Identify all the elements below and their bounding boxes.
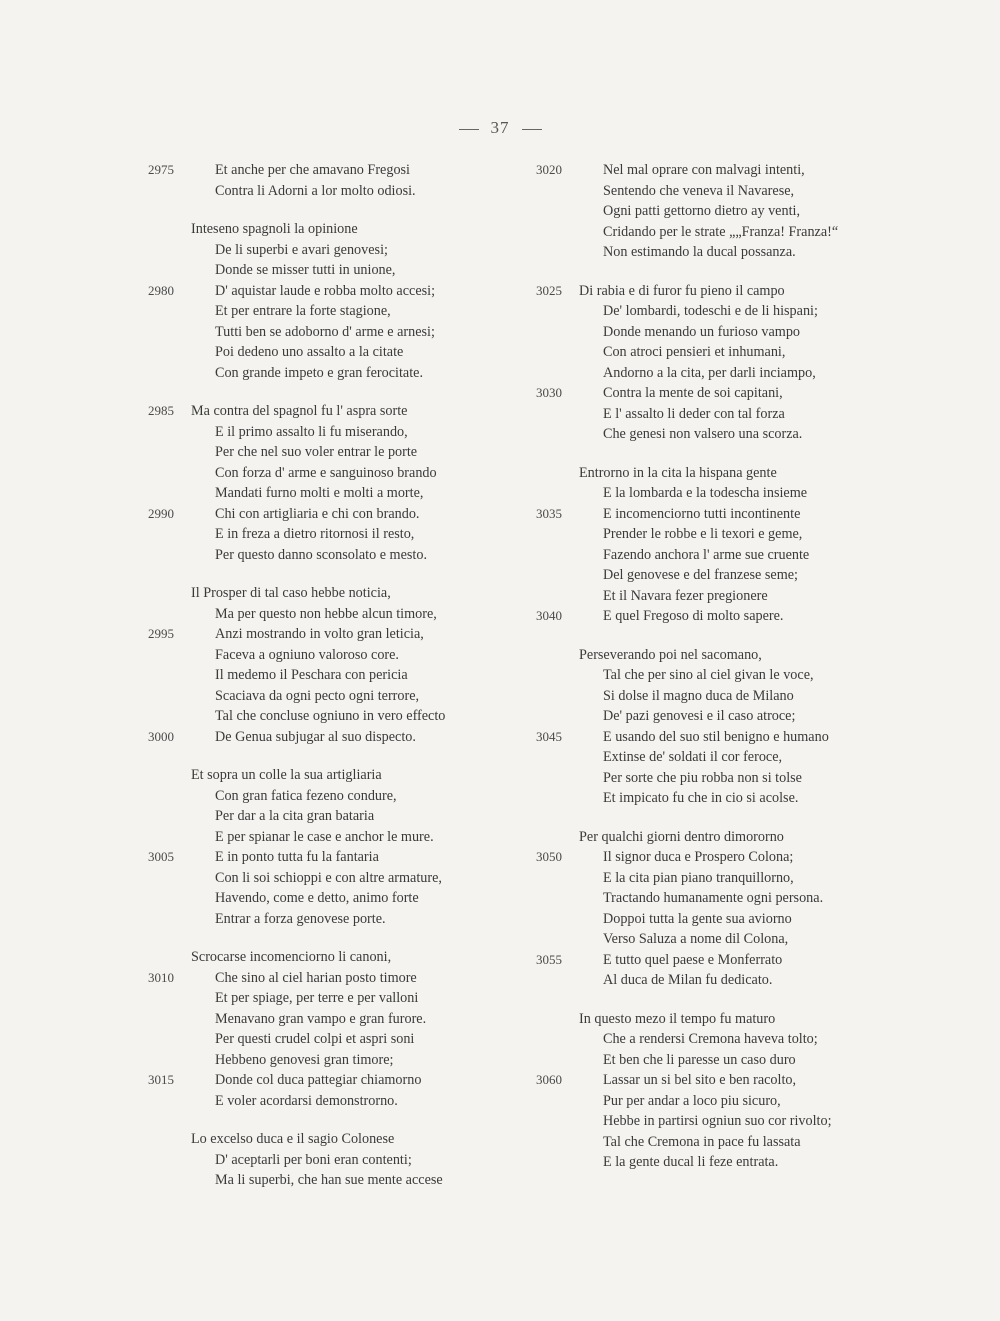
- verse-text: Il signor duca e Prospero Colona;: [603, 849, 794, 865]
- verse-line: [148, 947, 508, 968]
- verse-line: [148, 706, 508, 727]
- verse-line: [148, 727, 508, 748]
- verse-text: De' pazi genovesi e il caso atroce;: [603, 708, 796, 724]
- verse-text: Con gran fatica fezeno condure,: [215, 787, 397, 804]
- verse-line: [536, 1029, 906, 1050]
- verse-line: [148, 909, 508, 930]
- verse-text: De' lombardi, todeschi e de li hispani;: [603, 303, 818, 319]
- verse-text: E l' assalto li deder con tal forza: [603, 405, 785, 422]
- verse-line: [536, 747, 906, 768]
- verse-line: [148, 686, 508, 707]
- verse-line: [536, 201, 906, 222]
- verse-text: E quel Fregoso di molto sapere.: [603, 608, 784, 624]
- verse-text: Di rabia e di furor fu pieno il campo: [579, 282, 785, 299]
- line-number: 3010: [148, 969, 174, 985]
- verse-line: [536, 909, 906, 930]
- stanza: [148, 583, 508, 747]
- verse-text: In questo mezo il tempo fu maturo: [579, 1010, 776, 1027]
- stanza-gap: [536, 445, 906, 463]
- verse-line: [536, 322, 906, 343]
- verse-line: [536, 222, 906, 243]
- verse-line: [148, 1050, 508, 1071]
- verse-text: Donde menando un furioso vampo: [603, 323, 801, 340]
- verse-line: [536, 404, 906, 425]
- verse-text: Prender le robbe e li texori e geme,: [603, 526, 803, 542]
- verse-line: [536, 950, 906, 971]
- verse-text: Perseverando poi nel sacomano,: [579, 646, 762, 663]
- verse-line: [148, 401, 508, 422]
- verse-text: Et ben che li paresse un caso duro: [603, 1051, 796, 1068]
- verse-text: Il Prosper di tal caso hebbe noticia,: [191, 585, 391, 601]
- verse-text: Tal che Cremona in pace fu lassata: [603, 1133, 801, 1150]
- verse-line: [536, 281, 906, 302]
- stanza: [536, 827, 906, 991]
- verse-line: [148, 181, 508, 202]
- verse-text: Tal che per sino al ciel givan le voce,: [603, 667, 814, 683]
- verse-text: De li superbi e avari genovesi;: [215, 241, 388, 258]
- verse-line: [536, 888, 906, 909]
- verse-text: Il medemo il Peschara con pericia: [215, 667, 408, 683]
- verse-text: E per spianar le case e anchor le mure.: [215, 828, 434, 845]
- line-number: 3050: [536, 849, 562, 864]
- verse-line: [536, 1111, 906, 1132]
- verse-line: [536, 524, 906, 545]
- verse-text: Et sopra un colle la sua artigliaria: [191, 767, 382, 783]
- verse-text: Che genesi non valsero una scorza.: [603, 426, 803, 442]
- verse-text: Per questi crudel colpi et aspri soni: [215, 1031, 415, 1047]
- stanza: [536, 1009, 906, 1173]
- stanza: [148, 219, 508, 383]
- verse-line: [536, 727, 906, 748]
- verse-line: [148, 1070, 508, 1091]
- right-column: [536, 160, 906, 1173]
- verse-line: [536, 483, 906, 504]
- stanza: [536, 281, 906, 445]
- verse-line: [536, 1070, 906, 1091]
- verse-text: Ma per questo non hebbe alcun timore,: [215, 605, 437, 622]
- verse-text: Hebbeno genovesi gran timore;: [215, 1051, 394, 1068]
- verse-line: [536, 768, 906, 789]
- verse-text: Per dar a la cita gran bataria: [215, 808, 375, 824]
- verse-line: [148, 160, 508, 181]
- verse-line: [536, 606, 906, 627]
- verse-text: Ma contra del spagnol fu l' aspra sorte: [191, 403, 408, 419]
- verse-line: [148, 988, 508, 1009]
- verse-line: [536, 463, 906, 484]
- stanza: [148, 947, 508, 1111]
- verse-text: E tutto quel paese e Monferrato: [603, 951, 783, 968]
- line-number: 3030: [536, 385, 562, 400]
- verse-text: Hebbe in partirsi ogniun suo cor rivolto;: [603, 1113, 832, 1129]
- verse-text: Che sino al ciel harian posto timore: [215, 969, 417, 986]
- verse-line: [536, 645, 906, 666]
- verse-text: Per qualchi giorni dentro dimororno: [579, 828, 784, 845]
- verse-line: [536, 504, 906, 525]
- verse-line: [536, 827, 906, 848]
- verse-line: [148, 968, 508, 989]
- verse-line: [536, 342, 906, 363]
- verse-line: [148, 483, 508, 504]
- verse-line: [536, 686, 906, 707]
- verse-line: [148, 463, 508, 484]
- verse-line: [148, 322, 508, 343]
- verse-text: Donde col duca pattegiar chiamorno: [215, 1072, 422, 1088]
- verse-text: E il primo assalto li fu miserando,: [215, 423, 408, 440]
- verse-text: Non estimando la ducal possanza.: [603, 244, 796, 260]
- verse-text: Contra li Adorni a lor molto odiosi.: [215, 182, 416, 199]
- verse-text: Scrocarse incomenciorno li canoni,: [191, 949, 392, 965]
- stanza-gap: [148, 747, 508, 765]
- verse-text: D' aceptarli per boni eran contenti;: [215, 1151, 412, 1168]
- verse-line: [536, 242, 906, 263]
- verse-line: [536, 1091, 906, 1112]
- verse-text: Si dolse il magno duca de Milano: [603, 687, 794, 704]
- line-number: 3015: [148, 1072, 174, 1087]
- line-number: 2990: [148, 505, 174, 521]
- verse-text: D' aquistar laude e robba molto accesi;: [215, 282, 436, 299]
- verse-line: [148, 868, 508, 889]
- verse-line: [536, 363, 906, 384]
- verse-line: [148, 342, 508, 363]
- verse-line: [148, 624, 508, 645]
- verse-text: Andorno a la cita, per darli inciampo,: [603, 364, 816, 381]
- verse-text: Extinse de' soldati il cor feroce,: [603, 749, 783, 765]
- verse-text: E in freza a dietro ritornosi il resto,: [215, 526, 415, 542]
- stanza: [148, 765, 508, 929]
- verse-text: E voler acordarsi demonstrorno.: [215, 1092, 398, 1109]
- verse-line: [536, 301, 906, 322]
- line-number: 3060: [536, 1072, 562, 1087]
- verse-text: Ogni patti gettorno dietro ay venti,: [603, 203, 801, 219]
- verse-line: [148, 301, 508, 322]
- verse-text: Che a rendersi Cremona haveva tolto;: [603, 1031, 818, 1047]
- verse-line: [148, 665, 508, 686]
- verse-line: [536, 788, 906, 809]
- verse-line: [536, 565, 906, 586]
- verse-line: [148, 219, 508, 240]
- verse-line: [148, 604, 508, 625]
- verse-text: Del genovese e del franzese seme;: [603, 567, 798, 583]
- verse-text: Tractando humanamente ogni persona.: [603, 890, 824, 906]
- line-number: 2980: [148, 282, 174, 298]
- verse-text: Per questo danno sconsolato e mesto.: [215, 546, 427, 563]
- stanza-gap: [536, 627, 906, 645]
- dash-left: [459, 129, 479, 130]
- verse-line: [148, 504, 508, 525]
- dash-right: [522, 129, 542, 130]
- verse-text: Tal che concluse ogniuno in vero effecto: [215, 708, 446, 724]
- stanza: [148, 401, 508, 565]
- line-number: 3055: [536, 951, 562, 967]
- verse-text: Poi dedeno uno assalto a la citate: [215, 344, 404, 360]
- verse-text: Doppoi tutta la gente sua aviorno: [603, 910, 792, 927]
- line-number: 2985: [148, 403, 174, 418]
- verse-line: [148, 765, 508, 786]
- stanza: [536, 463, 906, 627]
- verse-line: [536, 868, 906, 889]
- verse-text: E in ponto tutta fu la fantaria: [215, 849, 379, 865]
- verse-text: E usando del suo stil benigno e humano: [603, 728, 829, 745]
- line-number: 3035: [536, 505, 562, 521]
- stanza: [148, 1129, 508, 1191]
- verse-line: [148, 847, 508, 868]
- verse-text: Lassar un si bel sito e ben racolto,: [603, 1072, 797, 1088]
- line-number: 2975: [148, 162, 174, 177]
- verse-text: Mandati furno molti e molti a morte,: [215, 485, 424, 501]
- verse-line: [148, 1029, 508, 1050]
- verse-line: [148, 442, 508, 463]
- line-number: 3025: [536, 282, 562, 298]
- verse-text: Inteseno spagnoli la opinione: [191, 221, 358, 237]
- stanza: [536, 645, 906, 809]
- line-number: 3005: [148, 849, 174, 864]
- verse-text: E la lombarda e la todescha insieme: [603, 485, 808, 501]
- verse-line: [536, 1152, 906, 1173]
- verse-line: [536, 970, 906, 991]
- verse-line: [536, 383, 906, 404]
- verse-line: [536, 160, 906, 181]
- verse-line: [148, 260, 508, 281]
- verse-text: Al duca de Milan fu dedicato.: [603, 972, 773, 988]
- verse-text: Contra la mente de soi capitani,: [603, 385, 783, 401]
- verse-text: Cridando per le strate „„Franza! Franza!“: [603, 223, 839, 240]
- verse-text: Fazendo anchora l' arme sue cruente: [603, 546, 810, 563]
- verse-text: Con grande impeto e gran ferocitate.: [215, 364, 423, 381]
- verse-line: [148, 1129, 508, 1150]
- verse-text: E incomenciorno tutti incontinente: [603, 505, 801, 522]
- stanza-gap: [536, 809, 906, 827]
- left-column: [148, 160, 508, 1191]
- verse-text: Pur per andar a loco piu sicuro,: [603, 1092, 781, 1109]
- line-number: 3045: [536, 728, 562, 744]
- stanza-gap: [148, 929, 508, 947]
- stanza: [148, 160, 508, 201]
- page-number-header: [0, 118, 1000, 138]
- verse-line: [148, 806, 508, 827]
- page-number: 37: [490, 118, 510, 137]
- verse-line: [148, 363, 508, 384]
- verse-text: Menavano gran vampo e gran furore.: [215, 1010, 427, 1027]
- line-number: 3040: [536, 608, 562, 623]
- verse-text: Per che nel suo voler entrar le porte: [215, 444, 418, 460]
- verse-text: Chi con artigliaria e chi con brando.: [215, 505, 420, 522]
- verse-text: Havendo, come e detto, animo forte: [215, 890, 419, 906]
- verse-text: Entrar a forza genovese porte.: [215, 910, 386, 927]
- verse-text: Nel mal oprare con malvagi intenti,: [603, 162, 805, 178]
- verse-text: Et impicato fu che in cio si acolse.: [603, 790, 799, 806]
- verse-text: Con li soi schioppi e con altre armature,: [215, 869, 442, 886]
- verse-line: [148, 240, 508, 261]
- stanza: [536, 160, 906, 263]
- line-number: 3000: [148, 728, 174, 744]
- verse-text: Et per entrare la forte stagione,: [215, 303, 391, 319]
- verse-text: Entrorno in la cita la hispana gente: [579, 464, 777, 481]
- line-number: 2995: [148, 626, 174, 641]
- verse-line: [148, 1091, 508, 1112]
- verse-line: [536, 665, 906, 686]
- stanza-gap: [148, 565, 508, 583]
- verse-line: [148, 888, 508, 909]
- verse-text: Verso Saluza a nome dil Colona,: [603, 931, 789, 947]
- verse-line: [536, 181, 906, 202]
- verse-line: [148, 545, 508, 566]
- verse-line: [536, 847, 906, 868]
- verse-text: De Genua subjugar al suo dispecto.: [215, 728, 416, 745]
- verse-line: [536, 1009, 906, 1030]
- verse-text: Sentendo che veneva il Navarese,: [603, 182, 795, 199]
- verse-line: [148, 786, 508, 807]
- verse-line: [148, 281, 508, 302]
- verse-text: E la gente ducal li feze entrata.: [603, 1154, 779, 1170]
- verse-line: [148, 827, 508, 848]
- stanza-gap: [148, 383, 508, 401]
- verse-text: Donde se misser tutti in unione,: [215, 262, 396, 278]
- verse-line: [148, 583, 508, 604]
- verse-line: [148, 422, 508, 443]
- verse-line: [536, 586, 906, 607]
- verse-text: Anzi mostrando in volto gran leticia,: [215, 626, 424, 642]
- verse-text: Per sorte che piu robba non si tolse: [603, 769, 802, 786]
- verse-text: Con atroci pensieri et inhumani,: [603, 344, 786, 360]
- verse-text: Et anche per che amavano Fregosi: [215, 162, 410, 178]
- verse-line: [148, 1150, 508, 1171]
- verse-line: [148, 1009, 508, 1030]
- verse-text: Ma li superbi, che han sue mente accese: [215, 1172, 443, 1188]
- verse-line: [536, 929, 906, 950]
- stanza-gap: [536, 263, 906, 281]
- verse-line: [148, 524, 508, 545]
- verse-text: Lo excelso duca e il sagio Colonese: [191, 1131, 395, 1147]
- line-number: 3020: [536, 162, 562, 177]
- verse-text: Scaciava da ogni pecto ogni terrore,: [215, 687, 420, 704]
- verse-text: Et per spiage, per terre e per valloni: [215, 990, 419, 1006]
- verse-line: [536, 424, 906, 445]
- verse-text: Et il Navara fezer pregionere: [603, 587, 768, 604]
- verse-line: [536, 1050, 906, 1071]
- verse-text: Faceva a ogniuno valoroso core.: [215, 646, 399, 663]
- stanza-gap: [536, 991, 906, 1009]
- verse-text: Tutti ben se adoborno d' arme e arnesi;: [215, 323, 435, 340]
- verse-line: [536, 1132, 906, 1153]
- verse-line: [536, 706, 906, 727]
- verse-text: Con forza d' arme e sanguinoso brando: [215, 464, 437, 481]
- verse-text: E la cita pian piano tranquillorno,: [603, 869, 794, 886]
- stanza-gap: [148, 201, 508, 219]
- verse-line: [148, 1170, 508, 1191]
- verse-line: [148, 645, 508, 666]
- verse-line: [536, 545, 906, 566]
- stanza-gap: [148, 1111, 508, 1129]
